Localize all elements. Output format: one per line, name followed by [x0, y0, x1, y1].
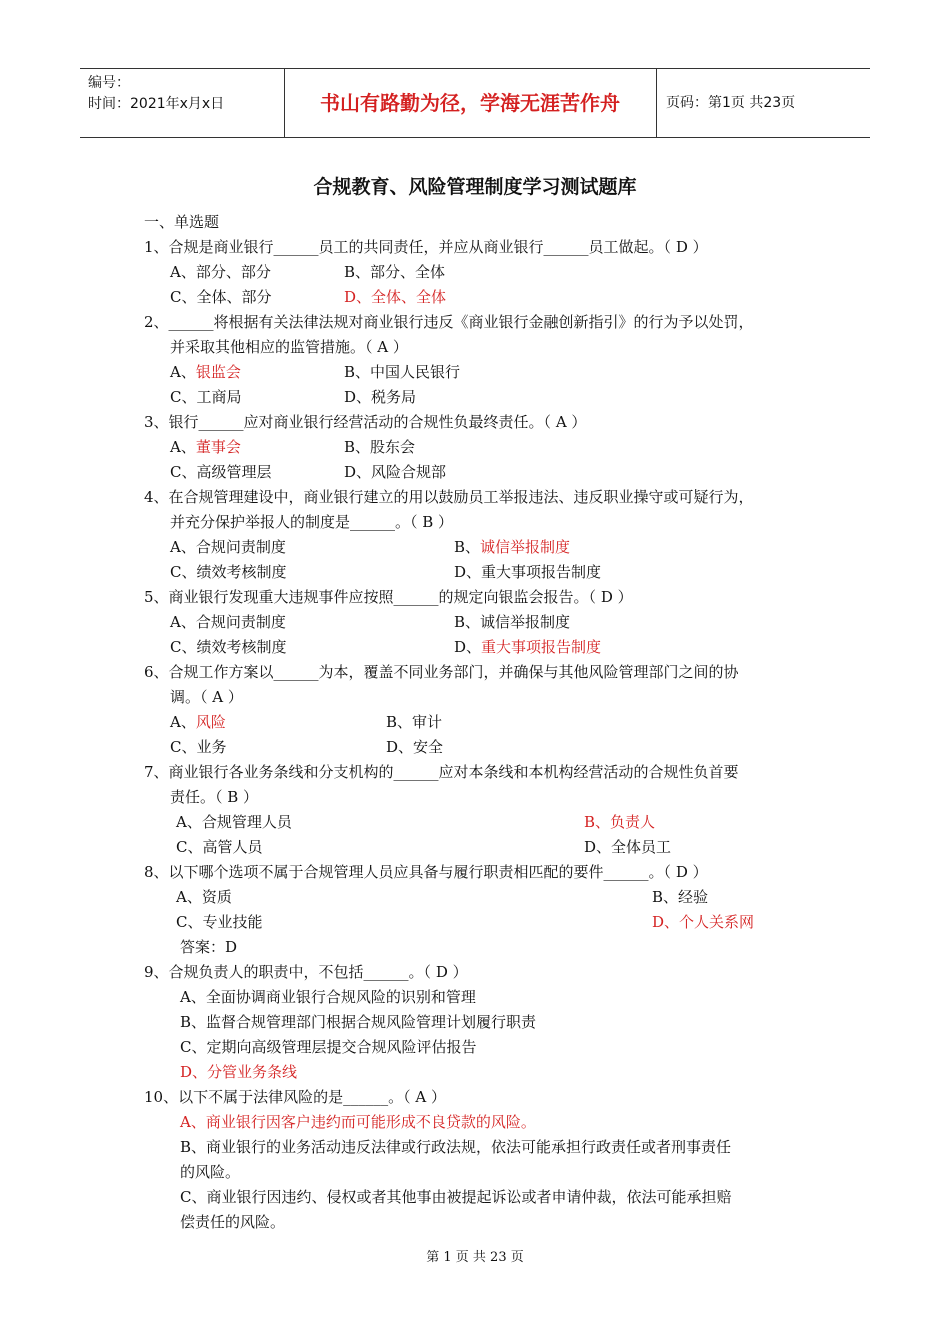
answer-highlight: 银监会: [195, 363, 241, 381]
question-text: 责任。（ B ）: [170, 788, 259, 806]
option-row: C、商业银行因违约、侵权或者其他事由被提起诉讼或者申请仲裁，依法可能承担赔: [180, 1188, 732, 1206]
option-row: [144, 385, 824, 410]
question-text: 2、______将根据有关法律法规对商业银行违反《商业银行金融创新指引》的行为予以处罚，: [144, 313, 754, 331]
option-text: C、专业技能: [176, 913, 263, 931]
option-text: A、部分、部分: [170, 263, 271, 281]
option-text: D、重大事项报告制度: [454, 638, 602, 656]
option-text: B、诚信举报制度: [454, 613, 571, 631]
option-text: A、合规管理人员: [176, 813, 292, 831]
question-text: 并充分保护举报人的制度是______。（ B ）: [170, 513, 454, 531]
question-text: 并采取其他相应的监管措施。（ A ）: [170, 338, 408, 356]
option-text: D、重大事项报告制度: [454, 563, 602, 581]
option-text: C、全体、部分: [170, 288, 272, 306]
time-label: 时间：2021年x月x日: [88, 96, 225, 112]
answer-highlight: 董事会: [195, 438, 241, 456]
option-row: C、定期向高级管理层提交合规风险评估报告: [180, 1038, 477, 1056]
header-meta: [88, 73, 284, 115]
option-row: 偿责任的风险。: [180, 1213, 286, 1231]
option-row: [144, 710, 824, 735]
answer-highlight: 重大事项报告制度: [481, 638, 602, 656]
question-text: 调。（ A ）: [170, 688, 243, 706]
option-text: C、高管人员: [176, 838, 263, 856]
option-row: [144, 810, 824, 835]
option-text: A、合规问责制度: [170, 538, 286, 556]
option-row: [144, 535, 824, 560]
option-text: B、股东会: [344, 438, 416, 456]
option-text: B、负责人: [584, 813, 656, 831]
section-heading: 一、单选题: [144, 213, 220, 231]
option-row: [144, 610, 824, 635]
option-text: A、资质: [176, 888, 232, 906]
option-text: D、税务局: [344, 388, 417, 406]
option-text: D、安全: [386, 738, 444, 756]
option-text: C、绩效考核制度: [170, 563, 287, 581]
option-text: C、高级管理层: [170, 463, 272, 481]
answer-note: 答案：D: [180, 938, 238, 956]
option-row: A、商业银行因客户违约而可能形成不良贷款的风险。: [180, 1113, 536, 1131]
option-text: B、经验: [652, 888, 709, 906]
option-text: A、银监会: [170, 363, 241, 381]
question-list: [144, 210, 824, 1235]
header-table: [80, 68, 870, 138]
option-text: D、风险合规部: [344, 463, 447, 481]
question-text: 3、银行______应对商业银行经营活动的合规性负最终责任。（ A ）: [144, 413, 587, 431]
document-title: 合规教育、风险管理制度学习测试题库: [313, 176, 637, 198]
option-row: [144, 735, 824, 760]
option-text: C、绩效考核制度: [170, 638, 287, 656]
answer-highlight: 风险: [195, 713, 226, 731]
question-text: 10、以下不属于法律风险的是______。（ A ）: [144, 1088, 446, 1106]
option-row: [144, 285, 824, 310]
option-row: [144, 435, 824, 460]
option-row: A、全面协调商业银行合规风险的识别和管理: [180, 988, 476, 1006]
option-row: 的风险。: [180, 1163, 241, 1181]
answer-highlight: 诚信举报制度: [480, 538, 571, 556]
question-text: 7、商业银行各业务条线和分支机构的______应对本条线和本机构经营活动的合规性负首要: [144, 763, 739, 781]
option-row: [144, 360, 824, 385]
number-label: 编号：: [88, 75, 130, 91]
option-text: D、全体、全体: [344, 288, 447, 306]
question-text: 9、合规负责人的职责中，不包括______。（ D ）: [144, 963, 468, 981]
option-row: [144, 885, 824, 910]
question-text: 5、商业银行发现重大违规事件应按照______的规定向银监会报告。（ D ）: [144, 588, 633, 606]
option-text: D、个人关系网: [652, 913, 755, 931]
option-row: [144, 835, 824, 860]
option-text: C、工商局: [170, 388, 242, 406]
option-text: A、董事会: [170, 438, 241, 456]
option-row: [144, 635, 824, 660]
question-text: 6、合规工作方案以______为本，覆盖不同业务部门，并确保与其他风险管理部门之间的协: [144, 663, 739, 681]
option-row: [144, 260, 824, 285]
page-footer: 第 1 页 共 23 页: [426, 1250, 524, 1265]
option-row: D、分管业务条线: [180, 1063, 298, 1081]
question-text: 1、合规是商业银行______员工的共同责任，并应从商业银行______员工做起。（ D ）: [144, 238, 708, 256]
option-text: A、合规问责制度: [170, 613, 286, 631]
option-row: B、商业银行的业务活动违反法律或行政法规，依法可能承担行政责任或者刑事责任: [180, 1138, 732, 1156]
question-text: 4、在合规管理建设中，商业银行建立的用以鼓励员工举报违法、违反职业操守或可疑行为，: [144, 488, 754, 506]
option-row: [144, 910, 824, 935]
header-divider: [656, 69, 657, 137]
question-text: 8、以下哪个选项不属于合规管理人员应具备与履行职责相匹配的要件______。（ D ）: [144, 863, 708, 881]
option-text: B、审计: [386, 713, 443, 731]
option-text: D、全体员工: [584, 838, 672, 856]
option-row: [144, 560, 824, 585]
header-motto: 书山有路勤为径，学海无涯苦作舟: [320, 91, 620, 115]
option-text: A、风险: [170, 713, 226, 731]
option-text: C、业务: [170, 738, 227, 756]
header-page-info: 页码：第1页 共23页: [666, 95, 796, 111]
option-row: [144, 460, 824, 485]
option-row: B、监督合规管理部门根据合规风险管理计划履行职责: [180, 1013, 537, 1031]
option-text: B、诚信举报制度: [454, 538, 571, 556]
option-text: B、中国人民银行: [344, 363, 461, 381]
option-text: B、部分、全体: [344, 263, 446, 281]
